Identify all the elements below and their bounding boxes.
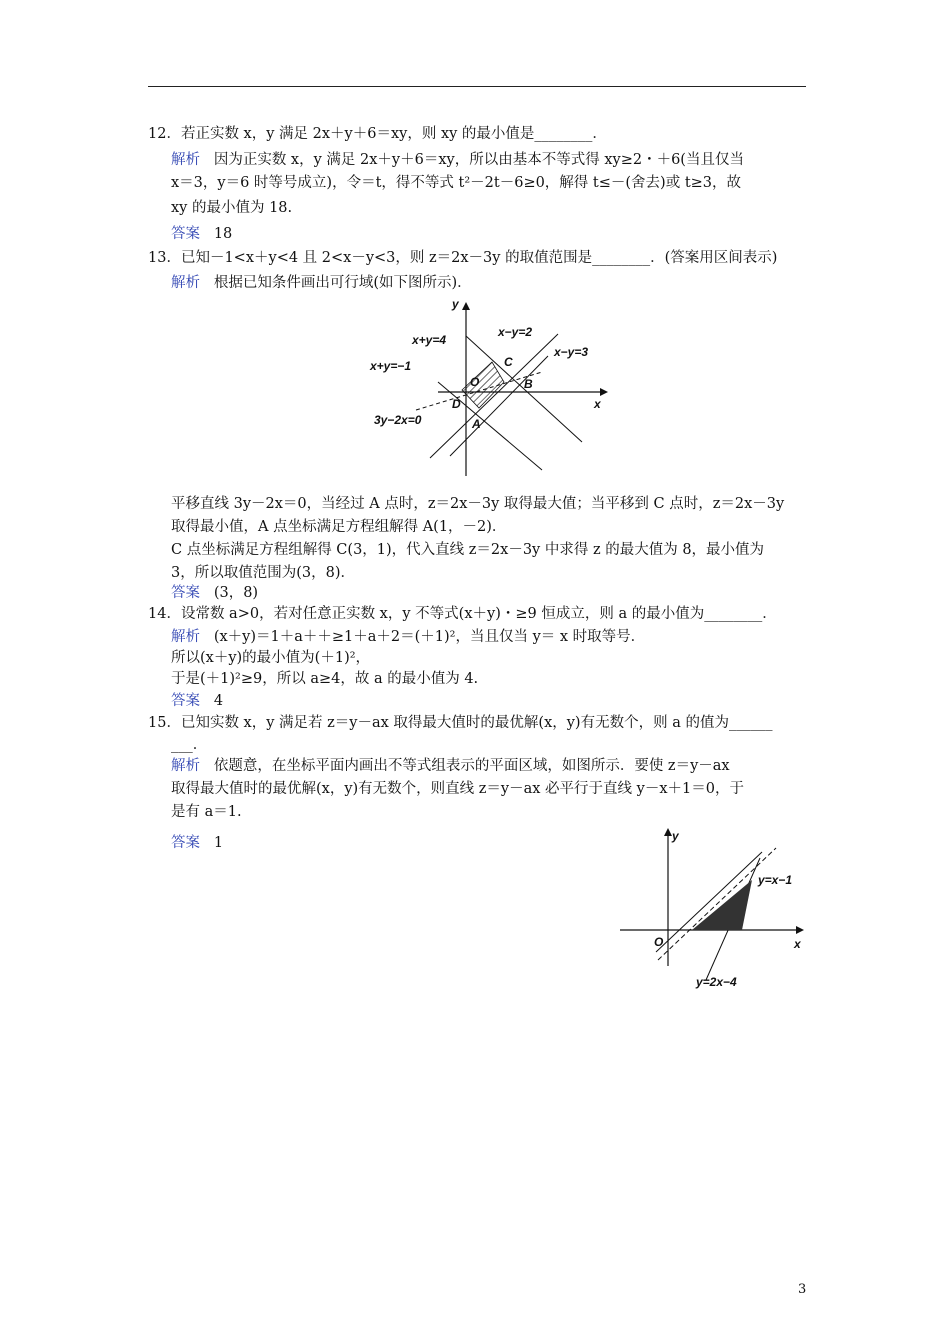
q13-feasible-region-figure <box>360 296 620 480</box>
answer-label: 答案 <box>171 226 200 242</box>
feasible-region <box>692 880 752 930</box>
point-label-b: B <box>524 377 533 391</box>
label-x-minus-y-2: x−y=2 <box>498 325 533 339</box>
q14-analysis-line3: 于是(＋1)²≥9，所以 a≥4，故 a 的最小值为 4. <box>171 671 479 687</box>
label-x-plus-y-neg1: x+y=−1 <box>370 359 412 373</box>
answer-label: 答案 <box>171 693 200 709</box>
q15-question: 15．已知实数 x，y 满足若 z＝y－ax 取得最大值时的最优解(x，y)有无数个，则 a 的值为______ <box>148 715 773 731</box>
q12-answer: 答案 18 <box>171 226 233 242</box>
q15-answer: 答案 1 <box>171 835 224 851</box>
q12-analysis-line3: xy 的最小值为 18. <box>171 200 293 216</box>
q13-analysis-line5: 3，所以取值范围为(3，8)． <box>171 565 355 581</box>
point-label-a: A <box>472 417 481 431</box>
line-x-minus-y-3 <box>450 356 548 456</box>
label-3y-minus-2x-0: 3y−2x=0 <box>374 413 422 427</box>
point-label-d: D <box>452 397 461 411</box>
analysis-label: 解析 <box>171 629 200 645</box>
q12-question: 12．若正实数 x，y 满足 2x＋y＋6＝xy，则 xy 的最小值是________． <box>148 126 607 142</box>
q13-analysis-line1: 解析 根据已知条件画出可行域(如下图所示)． <box>171 275 472 291</box>
label-y-2x-minus-4: y=2x−4 <box>696 975 737 989</box>
answer-label: 答案 <box>171 835 200 851</box>
dashed-objective-line <box>658 848 776 960</box>
q15-analysis-line2: 取得最大值时的最优解(x，y)有无数个，则直线 z＝y－ax 必平行于直线 y－x＋1＝0，于 <box>171 781 744 797</box>
label-x-minus-y-3: x−y=3 <box>554 345 589 359</box>
q12-analysis-line2: x＝3，y＝6 时等号成立)，令＝t，得不等式 t²－2t－6≥0，解得 t≤－(舍去)或 t≥3，故 <box>171 175 742 191</box>
axis-label-x: x <box>794 937 801 951</box>
q14-analysis-line2: 所以(x＋y)的最小值为(＋1)²， <box>171 650 371 666</box>
q15-question-tail: ___． <box>171 737 208 753</box>
analysis-label: 解析 <box>171 275 200 291</box>
origin-label: O <box>654 935 664 949</box>
q13-analysis-line2: 平移直线 3y－2x＝0，当经过 A 点时，z＝2x－3y 取得最大值；当平移到 C 点时，z＝2x－3y <box>171 496 785 512</box>
line-x-minus-y-2 <box>430 334 558 458</box>
q13-analysis-line4: C 点坐标满足方程组解得 C(3，1)，代入直线 z＝2x－3y 中求得 z 的最大值为 8，最小值为 <box>171 542 765 558</box>
q13-question: 13．已知－1<x＋y<4 且 2<x－y<3，则 z＝2x－3y 的取值范围是________．(答案用区间表示) <box>148 250 778 266</box>
q15-analysis-line3: 是有 a＝1. <box>171 804 242 820</box>
analysis-label: 解析 <box>171 152 200 168</box>
q14-answer: 答案 4 <box>171 693 224 709</box>
axis-label-x: x <box>594 397 601 411</box>
label-y-x-minus-1: y=x−1 <box>758 873 793 887</box>
q15-region-figure <box>618 826 818 992</box>
axis-label-y: y <box>672 829 679 843</box>
q13-analysis-line3: 取得最小值，A 点坐标满足方程组解得 A(1，－2)． <box>171 519 507 535</box>
analysis-label: 解析 <box>171 758 200 774</box>
axis-label-y: y <box>452 297 459 311</box>
q14-question: 14．设常数 a>0，若对任意正实数 x，y 不等式(x＋y)・≥9 恒成立，则 a 的最小值为________． <box>148 606 777 622</box>
header-rule <box>148 86 806 87</box>
q14-analysis-line1: 解析 (x＋y)＝1＋a＋＋≥1＋a＋2＝(＋1)²，当且仅当 y＝ x 时取等号． <box>171 629 646 645</box>
answer-label: 答案 <box>171 585 200 601</box>
q15-analysis-line1: 解析 依题意，在坐标平面内画出不等式组表示的平面区域，如图所示．要使 z＝y－ax <box>171 758 730 774</box>
point-label-o: O <box>470 375 480 389</box>
q12-analysis-line1: 解析 因为正实数 x，y 满足 2x＋y＋6＝xy，所以由基本不等式得 xy≥2・＋6(当且仅当 <box>171 152 744 168</box>
q13-answer: 答案 (3，8) <box>171 585 259 601</box>
point-label-c: C <box>504 355 513 369</box>
label-x-plus-y-4: x+y=4 <box>412 333 447 347</box>
page-number: 3 <box>798 1282 807 1297</box>
